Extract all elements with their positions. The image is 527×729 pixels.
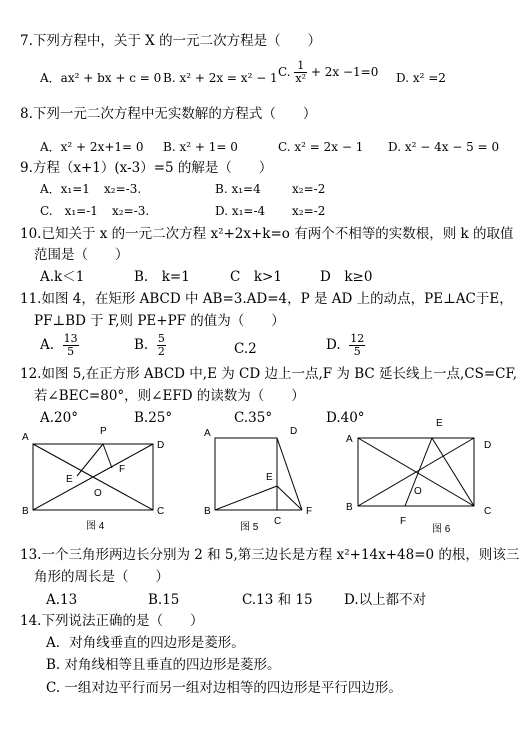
q7-option-b[interactable]: B. x² + 2x = x² − 1: [163, 71, 278, 85]
q7-option-c-label: C.: [278, 65, 291, 79]
fig6-label-o: O: [414, 486, 422, 497]
q14-option-c[interactable]: C. 一组对边平行而另一组对边相等的四边形是平行四边形。: [46, 680, 402, 696]
q12-option-b[interactable]: B.25°: [134, 410, 173, 426]
q10-option-c[interactable]: C k>1: [230, 269, 282, 285]
q8-option-a[interactable]: A．x² + 2x+1= 0: [40, 140, 144, 154]
q8-stem: 8.下列一元二次方程中无实数解的方程式（ ）: [20, 106, 317, 122]
q11-option-b[interactable]: [134, 333, 166, 358]
q14-option-a[interactable]: A．对角线垂直的四边形是菱形。: [46, 635, 245, 651]
q10-option-a[interactable]: A.k＜1: [40, 269, 85, 285]
fig4-label-o: O: [94, 488, 102, 499]
q13-option-a[interactable]: A.13: [46, 592, 78, 608]
q8-option-d[interactable]: D. x² − 4x − 5 = 0: [388, 140, 500, 154]
q8-option-b[interactable]: B. x² + 1= 0: [163, 140, 238, 154]
q10-option-d[interactable]: D k≥0: [320, 269, 373, 285]
q12-stem-line1: 12.如图 5,在正方形 ABCD 中,E 为 CD 边上一点,F 为 BC 延长线上一点,CS=CF,: [20, 366, 518, 382]
q13-option-c[interactable]: C.13 和 15: [242, 592, 313, 608]
fig5-label-a: A: [204, 428, 211, 439]
fig5-label-e: E: [266, 472, 273, 483]
fig6-label-b: B: [346, 502, 353, 513]
q12-option-c[interactable]: C.35°: [234, 410, 273, 426]
q9-option-a-x2: x₂=-3.: [104, 182, 142, 196]
q12-option-d[interactable]: D.40°: [326, 410, 365, 426]
fig4-label-b: B: [22, 506, 29, 517]
q11-option-d[interactable]: [326, 333, 365, 358]
q11-stem-line2: PF⊥BD 于 F,则 PE+PF 的值为（ ）: [34, 313, 285, 329]
fig5-caption: 图 5: [240, 522, 259, 533]
fig4-label-e: E: [66, 474, 73, 485]
fig5-label-d: D: [290, 426, 298, 437]
q9-option-c-x1[interactable]: C. x₁=-1: [40, 204, 98, 218]
q7-option-c-rest: + 2x −1=0: [310, 65, 379, 79]
fig4-label-f: F: [119, 464, 126, 475]
fig6-caption: 图 6: [432, 524, 451, 535]
figures-area: [0, 418, 527, 538]
fig4-label-d: D: [157, 440, 165, 451]
fig4-segment-pf: [103, 444, 112, 468]
fig4-segment-pe: [77, 444, 103, 476]
fig4-caption: 图 4: [86, 521, 105, 532]
q11-option-a-label: A.: [40, 337, 55, 353]
q8-option-c[interactable]: C. x² = 2x − 1: [278, 140, 364, 154]
fig5-label-b: B: [204, 506, 211, 517]
q11-option-a-fraction: $\frac{13}{5}$: [63, 332, 78, 358]
q12-option-a[interactable]: A.20°: [40, 410, 78, 426]
q7-option-c-fraction: $\frac{1}{\text{x²}}$: [295, 59, 307, 85]
figure-5: [215, 438, 302, 510]
fig5-segment-df: [277, 438, 302, 510]
q12-stem-line2: 若∠BEC=80°，则∠EFD 的读数为（ ）: [34, 388, 305, 404]
q9-option-c-x2: x₂=-3.: [112, 204, 150, 218]
q11-option-a[interactable]: [40, 333, 79, 358]
q7-stem: 7.下列方程中，关于 X 的一元二次方程是（ ）: [20, 33, 322, 49]
q11-option-c[interactable]: C.2: [234, 341, 257, 357]
fig5-label-c: C: [274, 516, 282, 527]
q7-option-d[interactable]: D. x² =2: [396, 71, 446, 85]
q11-option-b-fraction: $\frac{5}{2}$: [157, 332, 165, 358]
fig4-label-p: P: [100, 426, 107, 437]
q11-option-d-label: D.: [326, 337, 341, 353]
q14-option-b[interactable]: B. 对角线相等且垂直的四边形是菱形。: [46, 657, 281, 673]
q10-option-b[interactable]: B. k=1: [134, 269, 190, 285]
q9-option-d-x2: x₂=-2: [292, 204, 326, 218]
q14-stem: 14.下列说法正确的是（ ）: [20, 613, 204, 629]
q9-option-b-x2: x₂=-2: [292, 182, 326, 196]
q11-stem-line1: 11.如图 4，在矩形 ABCD 中 AB=3.AD=4，P 是 AD 上的动点，PE⊥AC于E，: [20, 291, 513, 307]
q7-option-a[interactable]: A．ax² + bx + c = 0: [40, 71, 162, 85]
fig6-label-f: F: [400, 516, 407, 527]
fig6-label-e: E: [436, 418, 443, 429]
q13-option-b[interactable]: B.15: [148, 592, 180, 608]
q11-option-d-fraction: $\frac{12}{5}$: [350, 332, 365, 358]
fig6-label-d: D: [484, 440, 492, 451]
q9-option-d-x1[interactable]: D. x₁=-4: [215, 204, 266, 218]
q7-option-c[interactable]: [278, 60, 378, 85]
q10-stem-line2: 范围是（ ）: [34, 247, 129, 263]
q13-stem-line1: 13.一个三角形两边长分别为 2 和 5,第三边长是方程 x²+14x+48=0 的根，则该三: [20, 547, 520, 563]
fig4-label-a: A: [22, 432, 29, 443]
fig6-label-a: A: [346, 434, 353, 445]
q11-option-b-label: B.: [134, 337, 149, 353]
figure-4: [33, 444, 153, 510]
fig4-label-c: C: [157, 506, 165, 517]
fig5-segment-be: [215, 486, 277, 510]
q13-option-d[interactable]: D.以上都不对: [344, 592, 427, 608]
q13-stem-line2: 角形的周长是（ ）: [34, 569, 169, 585]
q9-stem: 9.方程（x+1）(x-3）=5 的解是（ ）: [20, 160, 273, 176]
fig5-label-f: F: [306, 506, 313, 517]
q10-stem-line1: 10.已知关于 x 的一元二次方程 x²+2x+k=o 有两个不相等的实数根，则 k 的取值: [20, 226, 514, 242]
fig6-segment-ec: [432, 438, 474, 506]
q9-option-b-x1[interactable]: B. x₁=4: [215, 182, 261, 196]
fig6-label-c: C: [484, 506, 492, 517]
q9-option-a-x1[interactable]: A．x₁=1: [40, 182, 90, 196]
